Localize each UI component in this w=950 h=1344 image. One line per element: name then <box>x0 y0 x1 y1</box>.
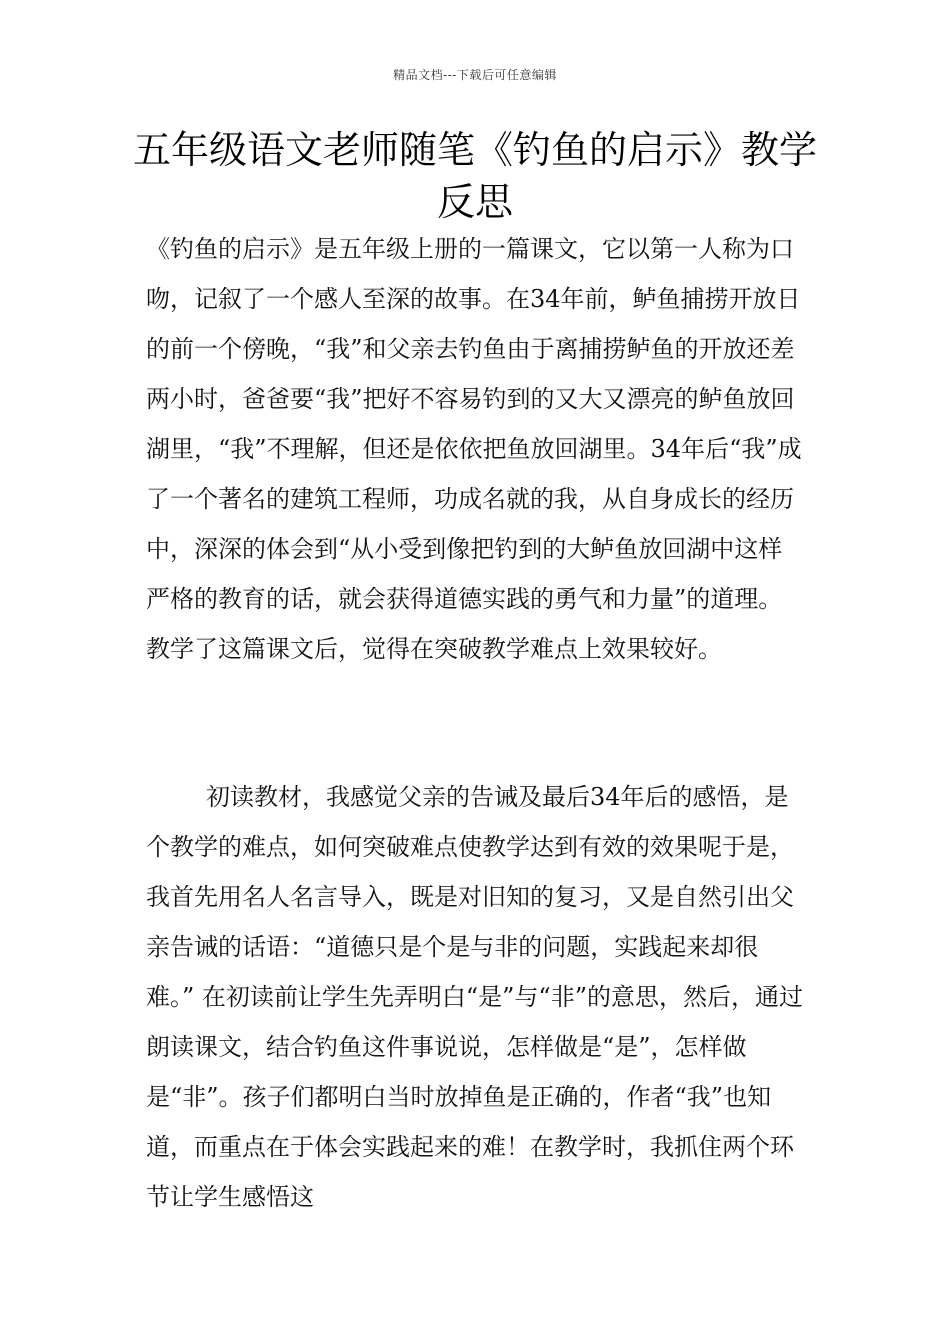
paragraph-1: 《钓鱼的启示》是五年级上册的一篇课文，它以第一人称为口吻，记叙了一个感人至深的故事。在34年前，鲈鱼捕捞开放日的前一个傍晚，“我”和父亲去钓鱼由于离捕捞鲈鱼的开放还差两小时，爸爸要“我”把好不容易钓到的又大又漂亮的鲈鱼放回湖里，“我”不理解，但还是依依把鱼放回湖里。34年后“我”成了一个著名的建筑工程师，功成名就的我，从自身成长的经历中，深深的体会到“从小受到像把钓到的大鲈鱼放回湖中这样严格的教育的话，就会获得道德实践的勇气和力量”的道理。教学了这篇课文后，觉得在突破教学难点上效果较好。 <box>146 235 802 663</box>
document-title: 五年级语文老师随笔《钓鱼的启示》教学反思 <box>132 128 817 224</box>
paragraph-2: 初读教材，我感觉父亲的告诫及最后34年后的感悟，是个教学的难点，如何突破难点使教学达到有效的效果呢于是，我首先用名人名言导入，既是对旧知的复习，又是自然引出父亲告诫的话语：“道德只是个是与非的问题，实践起来却很难。” 在初读前让学生先弄明白“是”与“非”的意思，然后，通过朗读课文，结合钓鱼这件事说说，怎样做是“是”，怎样做是“非”。孩子们都明白当时放掉鱼是正确的，作者“我”也知道，而重点在于体会实践起来的难！在教学时，我抓住两个环节让学生感悟这 <box>146 783 803 1211</box>
header-note: 精品文档---下载后可任意编辑 <box>393 68 557 82</box>
